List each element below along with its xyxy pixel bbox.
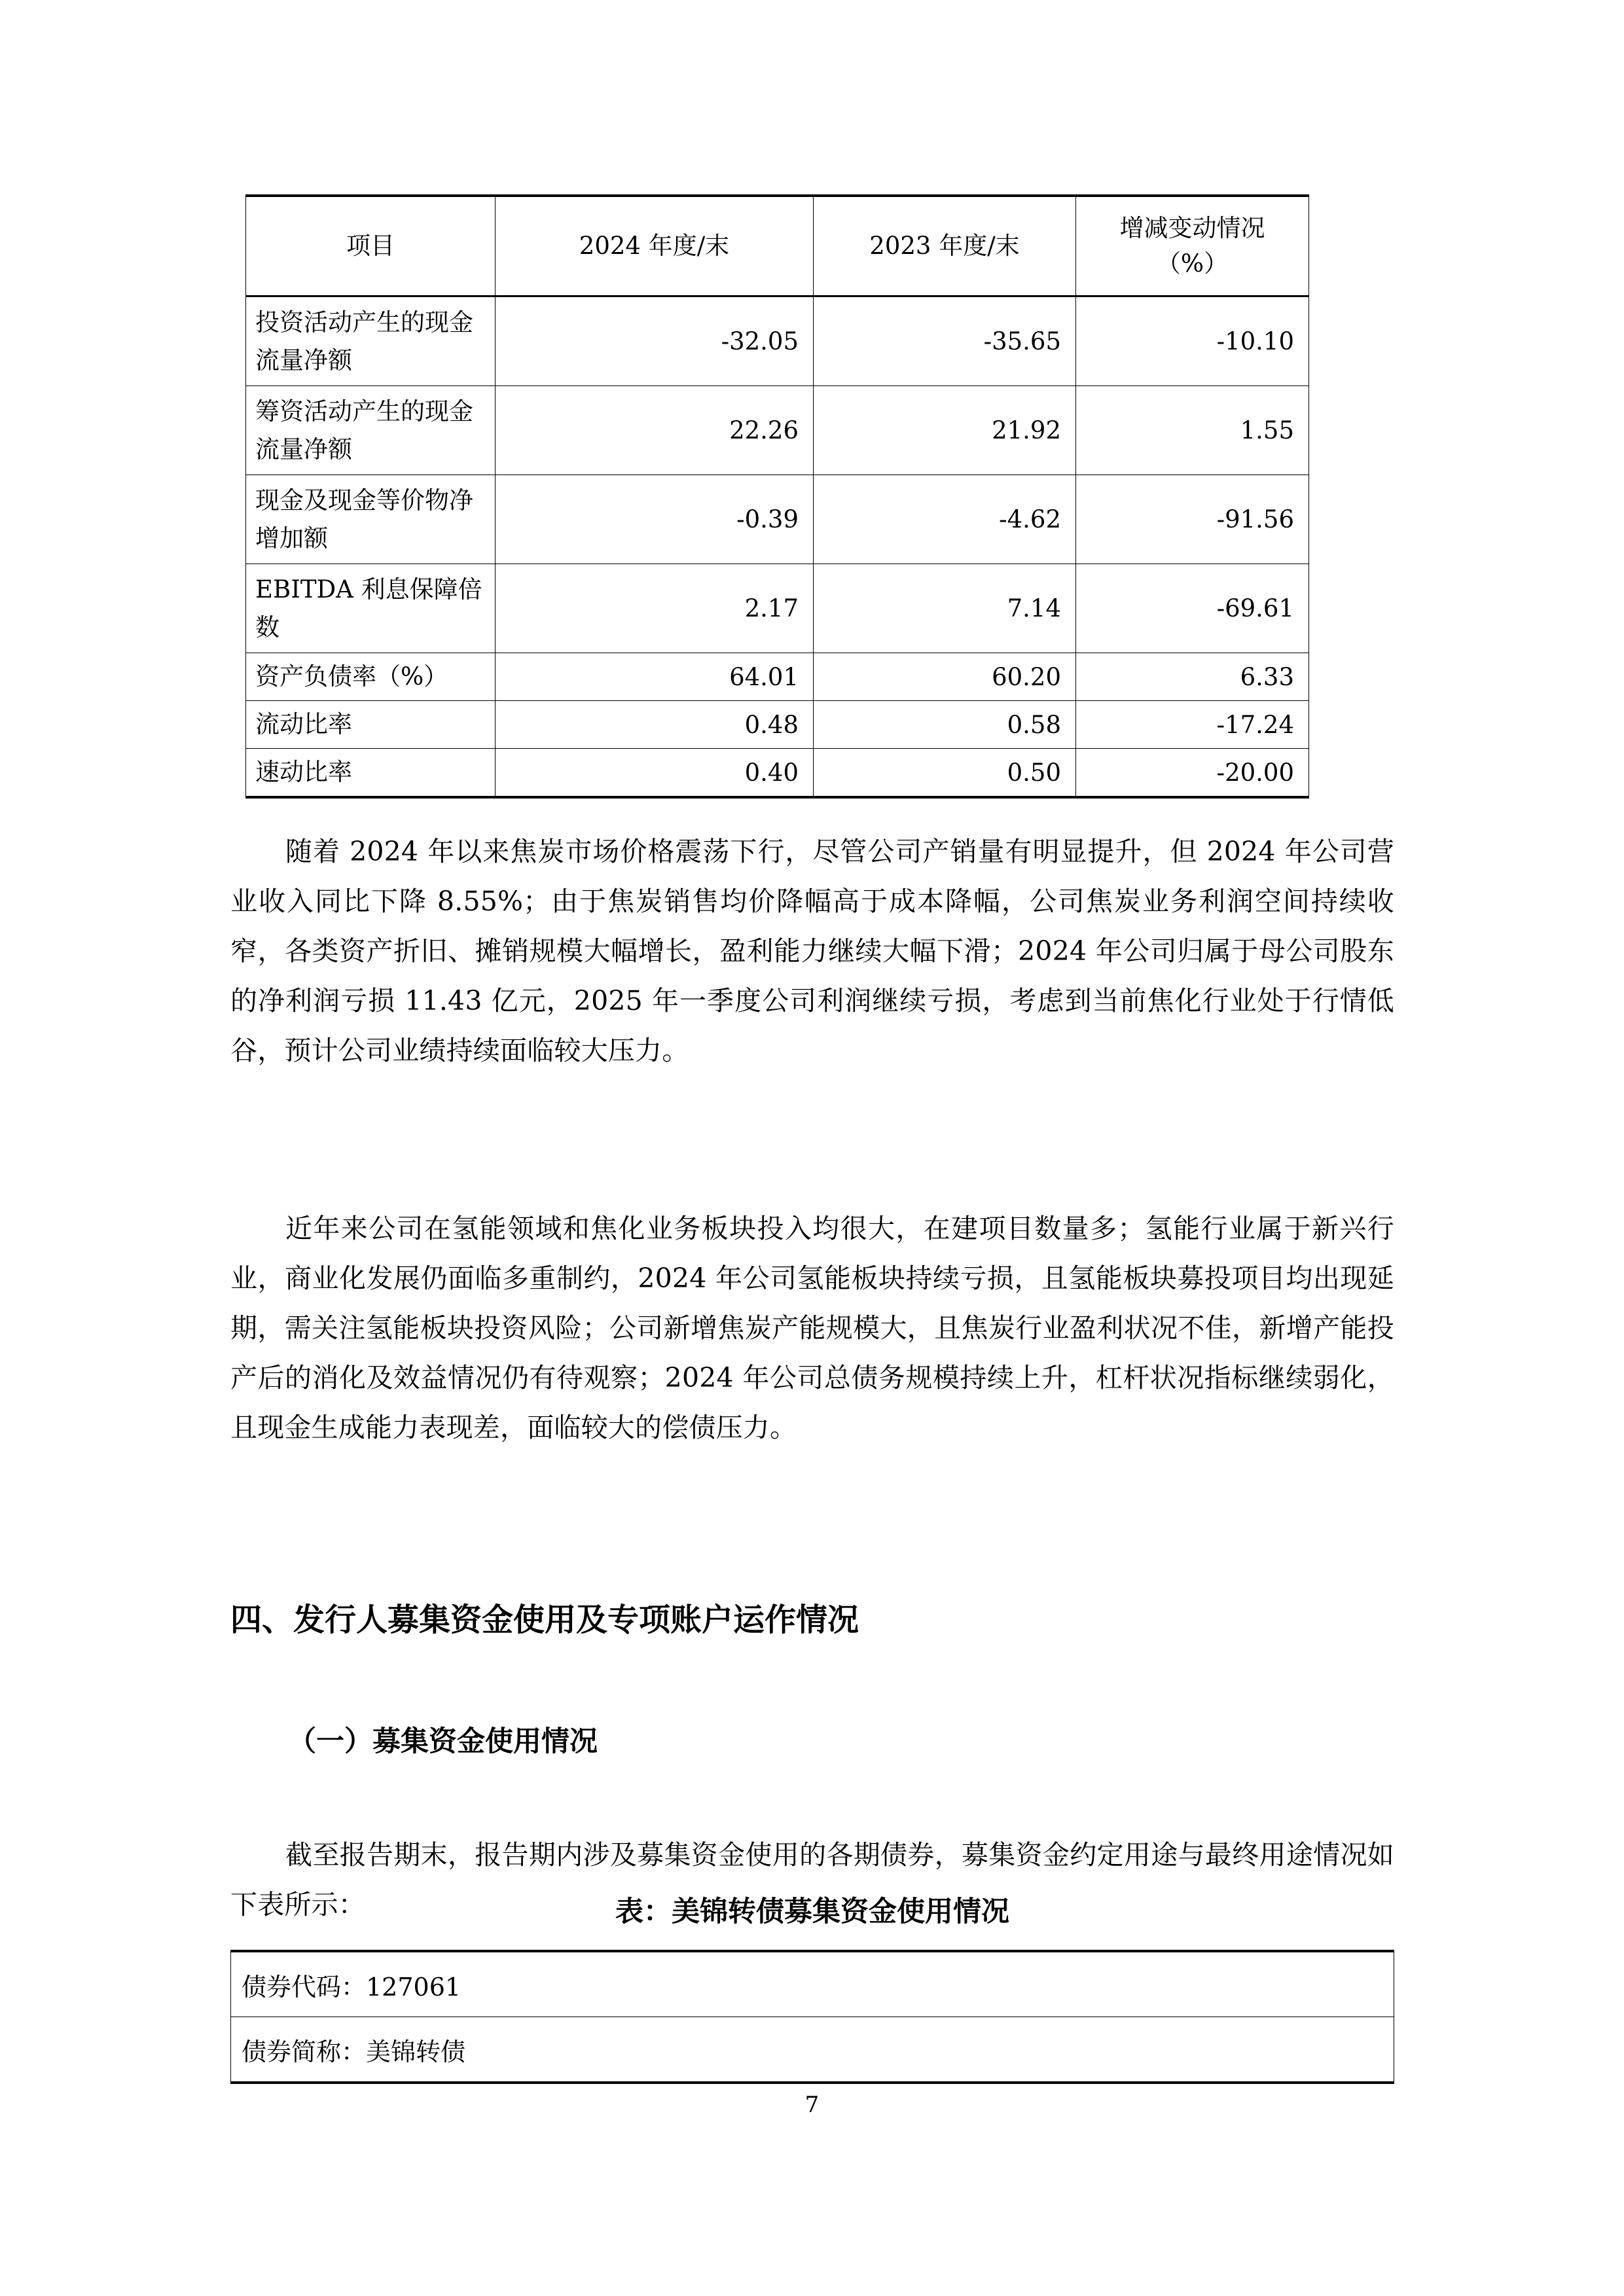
subsection-heading-4-1: （一）募集资金使用情况 [288, 1725, 598, 1758]
table-caption-bond-fund-usage: 表：美锦转债募集资金使用情况 [615, 1895, 1009, 1928]
table-row [246, 749, 1309, 798]
table-row [246, 386, 1309, 475]
row-value-2023: -4.62 [814, 475, 1076, 564]
row-value-change: 1.55 [1076, 386, 1309, 475]
row-value-change: -69.61 [1076, 564, 1309, 653]
row-value-2023: 7.14 [814, 564, 1076, 653]
column-header-change-line1: 增减变动情况 [1119, 214, 1265, 243]
row-value-2023: -35.65 [814, 296, 1076, 386]
row-item-label: 流动比率 [246, 701, 496, 749]
paragraph-coke-market-analysis: 随着 2024 年以来焦炭市场价格震荡下行，尽管公司产销量有明显提升，但 2024 年公司营业收入同比下降 8.55%；由于焦炭销售均价降幅高于成本降幅，公司焦炭业务利润空间持续收窄，各类资产折旧、摊销规模大幅增长，盈利能力继续大幅下滑；2024 年公司归属于母公司股东的净利润亏损 11.43 亿元，2025 年一季度公司利润继续亏损，考虑到当前焦化行业处于行情低谷，预计公司业绩持续面临较大压力。 [230, 836, 1394, 1066]
column-header-2024: 2024 年度/末 [496, 196, 814, 296]
bond-code-cell: 债券代码：127061 [231, 1951, 1394, 2017]
table-row [246, 475, 1309, 564]
row-value-change: -20.00 [1076, 749, 1309, 798]
row-value-2023: 60.20 [814, 653, 1076, 701]
financial-indicators-table [245, 194, 1309, 798]
column-header-item: 项目 [246, 196, 496, 296]
table-row [246, 296, 1309, 386]
table-row [246, 701, 1309, 749]
row-value-2023: 0.58 [814, 701, 1076, 749]
row-value-change: -91.56 [1076, 475, 1309, 564]
row-value-2023: 21.92 [814, 386, 1076, 475]
row-value-2024: 2.17 [496, 564, 814, 653]
row-value-change: -17.24 [1076, 701, 1309, 749]
column-header-change-line2: （%） [1156, 249, 1229, 278]
row-value-2024: 22.26 [496, 386, 814, 475]
row-value-change: 6.33 [1076, 653, 1309, 701]
bond-fund-usage-table-container [230, 1950, 1394, 2084]
row-item-label: 投资活动产生的现金流量净额 [246, 296, 496, 386]
row-item-label: 速动比率 [246, 749, 496, 798]
row-item-label: 筹资活动产生的现金流量净额 [246, 386, 496, 475]
table-row [231, 2017, 1394, 2083]
section-heading-4: 四、发行人募集资金使用及专项账户运作情况 [230, 1601, 859, 1638]
paragraph-fund-usage-intro: 截至报告期末，报告期内涉及募集资金使用的各期债券，募集资金约定用途与最终用途情况如下表所示： [230, 1839, 1394, 1920]
row-value-2024: 0.40 [496, 749, 814, 798]
row-value-2024: -0.39 [496, 475, 814, 564]
paragraph-hydrogen-and-debt-risk: 近年来公司在氢能领域和焦化业务板块投入均很大，在建项目数量多；氢能行业属于新兴行业，商业化发展仍面临多重制约，2024 年公司氢能板块持续亏损，且氢能板块募投项目均出现延期，需关注氢能板块投资风险；公司新增焦炭产能规模大，且焦炭行业盈利状况不佳，新增产能投产后的消化及效益情况仍有待观察；2024 年公司总债务规模持续上升，杠杆状况指标继续弱化，且现金生成能力表现差，面临较大的偿债压力。 [230, 1213, 1394, 1443]
column-header-change [1076, 196, 1309, 296]
table-header-row [246, 196, 1309, 296]
financial-indicators-table-container [245, 194, 1306, 798]
row-item-label: 资产负债率（%） [246, 653, 496, 701]
row-value-2024: 64.01 [496, 653, 814, 701]
row-value-2024: -32.05 [496, 296, 814, 386]
row-value-change: -10.10 [1076, 296, 1309, 386]
table-row [231, 1951, 1394, 2017]
row-value-2023: 0.50 [814, 749, 1076, 798]
column-header-2023: 2023 年度/末 [814, 196, 1076, 296]
table-row [246, 564, 1309, 653]
table-row [246, 653, 1309, 701]
bond-short-name-cell: 债券简称：美锦转债 [231, 2017, 1394, 2083]
page-number: 7 [804, 2092, 820, 2118]
row-item-label: 现金及现金等价物净增加额 [246, 475, 496, 564]
row-item-label: EBITDA 利息保障倍数 [246, 564, 496, 653]
row-value-2024: 0.48 [496, 701, 814, 749]
bond-fund-usage-table [230, 1950, 1394, 2084]
